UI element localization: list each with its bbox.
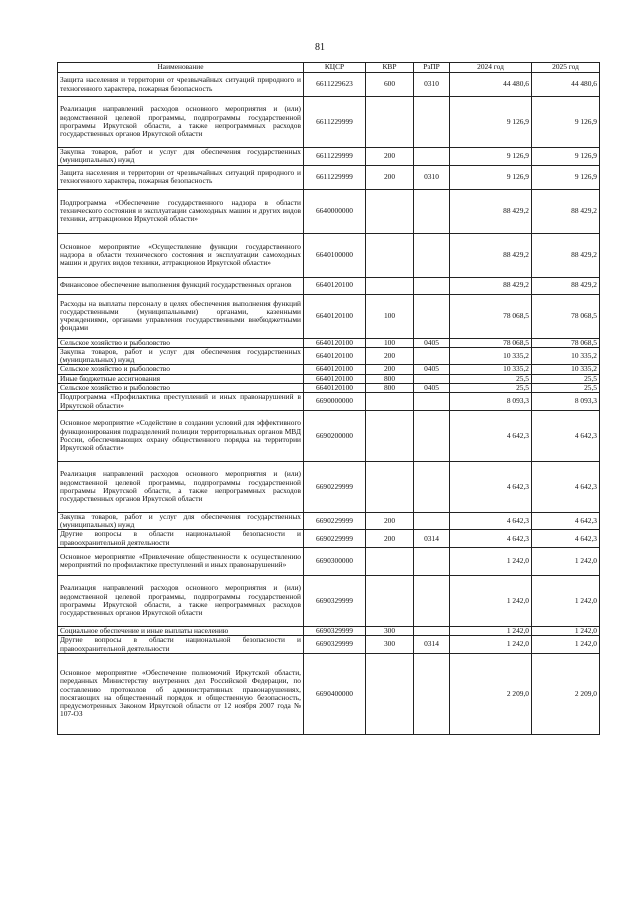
cell-kcsr: 6611229623 [304,73,366,97]
cell-kcsr: 6611229999 [304,165,366,189]
header-2025: 2025 год [532,63,600,73]
cell-2024: 88 429,2 [450,277,532,294]
cell-rzpr [414,547,450,575]
table-row [58,165,600,189]
cell-2025: 4 642,3 [532,530,600,548]
cell-name: Закупка товаров, работ и услуг для обеспечения государственных (муниципальных) нужд [58,148,304,166]
table-row [58,547,600,575]
cell-rzpr: 0310 [414,165,450,189]
cell-name: Защита населения и территории от чрезвычайных ситуаций природного и техногенного характера, пожарная безопасность [58,165,304,189]
cell-kvr [366,97,414,148]
cell-rzpr: 0405 [414,383,450,392]
table-row [58,294,600,338]
cell-name: Основное мероприятие «Содействие в создании условий для эффективного функционирования подразделений полиции территориальных органов МВД России, обеспечивающих охрану общественного порядка на территории Иркутской области» [58,410,304,461]
cell-kvr: 200 [366,365,414,374]
cell-kvr: 600 [366,73,414,97]
cell-rzpr [414,461,450,512]
header-kvr: КВР [366,63,414,73]
cell-rzpr [414,512,450,530]
cell-2024: 1 242,0 [450,636,532,654]
cell-name: Реализация направлений расходов основного мероприятия и (или) ведомственной целевой программы, подпрограммы государственной программы Иркутской области, а также непрограммных расходов государственных органов Иркутской области [58,461,304,512]
cell-rzpr [414,189,450,233]
cell-kcsr: 6640120100 [304,277,366,294]
cell-rzpr [414,575,450,626]
cell-2024: 88 429,2 [450,233,532,277]
cell-name: Основное мероприятие «Обеспечение полномочий Иркутской области, переданных Министерству внутренних дел Российской Федерации, по составлению протоколов об административных правонарушениях, посягающих на общественный порядок и общественную безопасность, предусмотренных Законом Иркутской области от 12 ноября 2007 года № 107-ОЗ [58,653,304,734]
cell-2024: 8 093,3 [450,393,532,411]
cell-kvr [366,393,414,411]
header-name: Наименование [58,63,304,73]
cell-2024: 9 126,9 [450,165,532,189]
cell-kvr: 200 [366,512,414,530]
cell-rzpr [414,97,450,148]
cell-2025: 4 642,3 [532,410,600,461]
cell-kcsr: 6640100000 [304,233,366,277]
cell-kcsr: 6690329999 [304,636,366,654]
cell-kvr [366,547,414,575]
cell-2024: 9 126,9 [450,97,532,148]
cell-kcsr: 6611229999 [304,97,366,148]
cell-name: Другие вопросы в области национальной безопасности и правоохранительной деятельности [58,530,304,548]
cell-2025: 4 642,3 [532,512,600,530]
cell-kcsr: 6640000000 [304,189,366,233]
cell-kvr [366,410,414,461]
cell-name: Сельское хозяйство и рыболовство [58,338,304,347]
cell-rzpr: 0314 [414,530,450,548]
cell-kvr: 200 [366,148,414,166]
table-row [58,233,600,277]
table-row [58,636,600,654]
cell-2025: 9 126,9 [532,148,600,166]
cell-name: Подпрограмма «Профилактика преступлений и иных правонарушений в Иркутской области» [58,393,304,411]
table-row [58,393,600,411]
cell-2025: 10 335,2 [532,347,600,365]
cell-name: Другие вопросы в области национальной безопасности и правоохранительной деятельности [58,636,304,654]
cell-kcsr: 6690229999 [304,530,366,548]
cell-kvr: 200 [366,530,414,548]
cell-2025: 8 093,3 [532,393,600,411]
cell-2024: 88 429,2 [450,189,532,233]
cell-rzpr: 0314 [414,636,450,654]
cell-2025: 88 429,2 [532,233,600,277]
cell-rzpr: 0405 [414,338,450,347]
cell-2025: 2 209,0 [532,653,600,734]
cell-kcsr: 6640120100 [304,383,366,392]
cell-kvr [366,189,414,233]
cell-2025: 10 335,2 [532,365,600,374]
page-number: 81 [315,42,325,53]
cell-rzpr [414,393,450,411]
cell-2025: 9 126,9 [532,97,600,148]
cell-kvr: 100 [366,338,414,347]
cell-name: Финансовое обеспечение выполнения функций государственных органов [58,277,304,294]
cell-2024: 78 068,5 [450,294,532,338]
cell-kcsr: 6690229999 [304,512,366,530]
table-row [58,73,600,97]
header-rzpr: РзПР [414,63,450,73]
cell-2024: 1 242,0 [450,626,532,635]
cell-2025: 4 642,3 [532,461,600,512]
cell-2025: 1 242,0 [532,626,600,635]
cell-2025: 78 068,5 [532,338,600,347]
table-row [58,410,600,461]
cell-kvr [366,653,414,734]
table-row [58,189,600,233]
cell-kvr: 100 [366,294,414,338]
table-row [58,338,600,347]
cell-2024: 1 242,0 [450,575,532,626]
cell-kcsr: 6690229999 [304,461,366,512]
cell-2024: 4 642,3 [450,461,532,512]
table-row [58,512,600,530]
cell-name: Сельское хозяйство и рыболовство [58,383,304,392]
table-row [58,365,600,374]
cell-name: Сельское хозяйство и рыболовство [58,365,304,374]
cell-2024: 25,5 [450,383,532,392]
cell-rzpr [414,148,450,166]
cell-2025: 88 429,2 [532,189,600,233]
cell-rzpr: 0310 [414,73,450,97]
table-row [58,277,600,294]
cell-2025: 1 242,0 [532,575,600,626]
cell-rzpr [414,277,450,294]
table-row [58,148,600,166]
cell-2024: 10 335,2 [450,347,532,365]
cell-2025: 88 429,2 [532,277,600,294]
cell-kcsr: 6640120100 [304,374,366,383]
cell-2024: 78 068,5 [450,338,532,347]
cell-name: Основное мероприятие «Осуществление функции государственного надзора в области технического состояния и эксплуатации самоходных машин и других видов техники, аттракционов Иркутской области» [58,233,304,277]
table-row [58,530,600,548]
header-2024: 2024 год [450,63,532,73]
table-row [58,653,600,734]
cell-kvr: 300 [366,636,414,654]
cell-kcsr: 6640120100 [304,338,366,347]
cell-name: Расходы на выплаты персоналу в целях обеспечения выполнения функций государственными (муниципальными) органами, казенными учреждениями, органами управления государственными внебюджетными фондами [58,294,304,338]
cell-name: Закупка товаров, работ и услуг для обеспечения государственных (муниципальных) нужд [58,512,304,530]
cell-2024: 4 642,3 [450,410,532,461]
cell-rzpr: 0405 [414,365,450,374]
cell-name: Реализация направлений расходов основного мероприятия и (или) ведомственной целевой программы, подпрограммы государственной программы Иркутской области, а также непрограммных расходов государственных органов Иркутской области [58,575,304,626]
cell-rzpr [414,347,450,365]
cell-rzpr [414,233,450,277]
table-header-row [58,63,600,73]
cell-2024: 2 209,0 [450,653,532,734]
cell-kcsr: 6690000000 [304,393,366,411]
cell-kcsr: 6640120100 [304,347,366,365]
cell-2025: 1 242,0 [532,636,600,654]
cell-kvr: 200 [366,165,414,189]
cell-kvr: 200 [366,347,414,365]
cell-2025: 9 126,9 [532,165,600,189]
budget-table [57,62,600,735]
header-kcsr: КЦСР [304,63,366,73]
cell-name: Защита населения и территории от чрезвычайных ситуаций природного и техногенного характера, пожарная безопасность [58,73,304,97]
cell-rzpr [414,626,450,635]
cell-2024: 4 642,3 [450,512,532,530]
cell-kcsr: 6690400000 [304,653,366,734]
cell-kcsr: 6640120100 [304,365,366,374]
cell-name: Социальное обеспечение и иные выплаты населению [58,626,304,635]
cell-2025: 1 242,0 [532,547,600,575]
cell-kvr [366,277,414,294]
cell-2025: 25,5 [532,374,600,383]
cell-kvr: 800 [366,383,414,392]
cell-name: Иные бюджетные ассигнования [58,374,304,383]
table-row [58,97,600,148]
cell-name: Реализация направлений расходов основного мероприятия и (или) ведомственной целевой программы, подпрограммы государственной программы Иркутской области, а также непрограммных расходов государственных органов Иркутской области [58,97,304,148]
table-row [58,575,600,626]
cell-kcsr: 6690200000 [304,410,366,461]
cell-2024: 1 242,0 [450,547,532,575]
table-row [58,461,600,512]
cell-2025: 44 480,6 [532,73,600,97]
cell-kvr: 800 [366,374,414,383]
cell-2024: 25,5 [450,374,532,383]
cell-2024: 9 126,9 [450,148,532,166]
cell-kvr [366,575,414,626]
cell-kcsr: 6640120100 [304,294,366,338]
cell-rzpr [414,410,450,461]
cell-kvr: 300 [366,626,414,635]
cell-2024: 4 642,3 [450,530,532,548]
cell-name: Основное мероприятие «Привлечение общественности к осуществлению мероприятий по профилактике преступлений и иных правонарушений» [58,547,304,575]
table-row [58,347,600,365]
cell-rzpr [414,653,450,734]
cell-kcsr: 6690300000 [304,547,366,575]
cell-name: Закупка товаров, работ и услуг для обеспечения государственных (муниципальных) нужд [58,347,304,365]
cell-kcsr: 6611229999 [304,148,366,166]
cell-kcsr: 6690329999 [304,575,366,626]
cell-2024: 10 335,2 [450,365,532,374]
cell-name: Подпрограмма «Обеспечение государственного надзора в области технического состояния и эксплуатации самоходных машин и других видов техники, аттракционов Иркутской области» [58,189,304,233]
cell-kcsr: 6690329999 [304,626,366,635]
cell-rzpr [414,294,450,338]
cell-kvr [366,461,414,512]
cell-2025: 78 068,5 [532,294,600,338]
cell-kvr [366,233,414,277]
cell-2024: 44 480,6 [450,73,532,97]
cell-2025: 25,5 [532,383,600,392]
